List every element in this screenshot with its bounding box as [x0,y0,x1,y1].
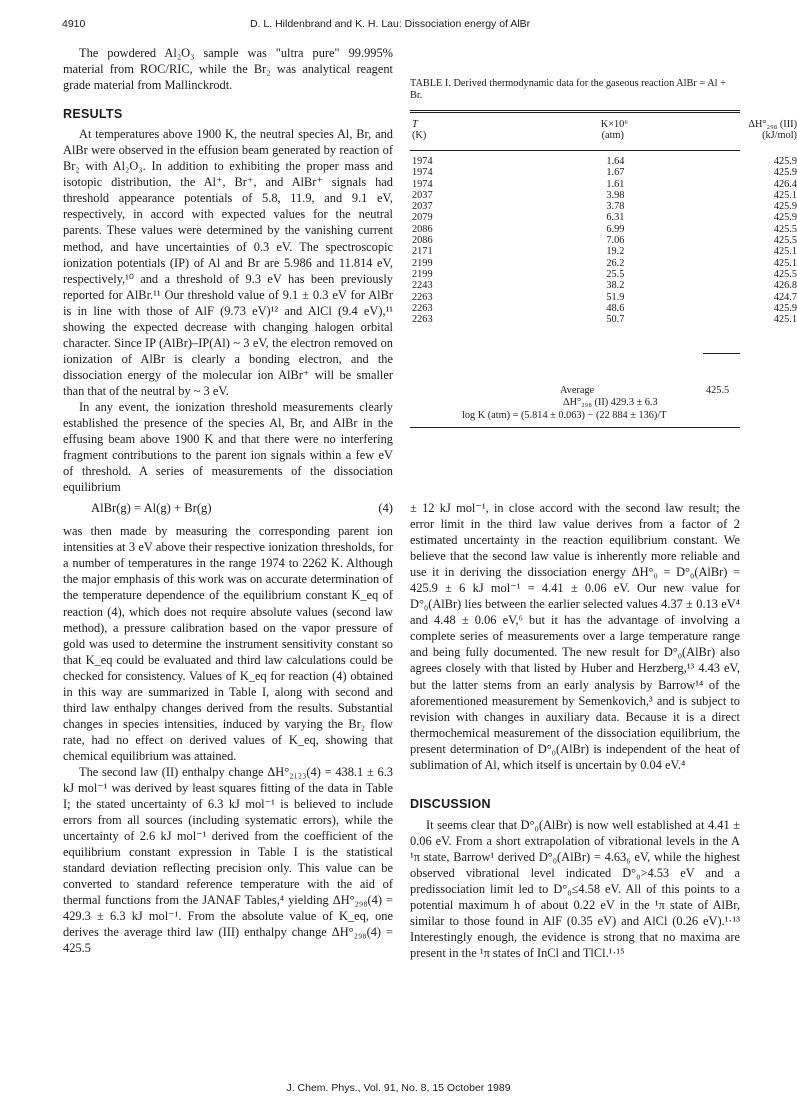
cell-enthalpy: 425.5 [773,235,797,247]
cell-enthalpy: 425.5 [773,268,797,280]
cell-enthalpy: 425.9 [773,201,797,213]
cell-enthalpy: 425.1 [773,257,797,269]
paragraph-discussion: It seems clear that D°₀(AlBr) is now well established at 4.41 ± 0.06 eV. From a short extrapolation of vibrational levels in the A ¹π state, Barrow¹ derived D°₀(AlBr) = 4.63₆ eV, while the highest observed vibrational level indicated D°₀>4.53 eV and a predissociation limit led to D°₀≤4.58 eV. All of this points to a potential maximum h of about 0.22 eV in the ¹π state of AlBr, similar to those found in AlF (0.35 eV) and AlCl (0.26 eV).¹·¹³ Interestingly enough, the evidence is strong that no maxima are present in the ¹π states of InCl and TlCl.¹·¹⁵ [410,817,740,961]
col-header-temperature: T [412,119,418,130]
equation-number: (4) [378,501,393,516]
col-header-k: K×10⁶ [600,119,628,130]
equation-text: AlBr(g) = Al(g) + Br(g) [91,501,212,516]
paragraph-results-threshold: In any event, the ionization threshold measurements clearly established the presence of the species Al, Br, and AlBr in the effusing beam above 1900 K and that there were no interfering fragment contributions to the parent ion signals within a few eV of threshold. A series of measurements of the dissociation equilibrium [63,399,393,495]
cell-temperature: 2037 [412,189,433,201]
journal-footer: J. Chem. Phys., Vol. 91, No. 8, 15 October 1989 [286,1082,511,1094]
table-body [410,156,797,325]
table-row [410,224,797,235]
paragraph-results-ionization: At temperatures above 1900 K, the neutral species Al, Br, and AlBr were observed in the effusion beam generated by reaction of Br₂ with Al₂O₃. In addition to exhibiting the proper mass and isotopic distribution, the Al⁺, Br⁺, and AlBr⁺ signals had threshold appearance potentials of 5.8, 11.9, and 9.1 eV, respectively, in accord with expected values for the neutral parents. These values were determined by the vanishing current method, and have uncertainties of 0.3 eV. The spectroscopic ionization potentials (IP) of Al and Br are 5.986 and 11.814 eV, respectively,¹⁰ and a threshold of 9.3 eV has been previously reported for AlBr.¹¹ Our threshold value of 9.1 ± 0.3 eV for AlBr is in line with those of AlF (9.73 eV)¹² and AlCl (9.4 eV),¹¹ showing the expected decrease with changing halogen orbital character. Since IP (AlBr)–IP(Al) ~ 3 eV, the electron removed on ionization of AlBr is clearly a bonding electron, and the dissociation energy of the molecular ion AlBr⁺ will be smaller than that of the neutral by ~ 3 eV. [63,127,393,398]
cell-enthalpy: 425.1 [773,246,797,258]
table-top-rule [410,110,740,111]
col-header-enthalpy: ΔH°₂₉₈ (III) [748,119,797,130]
table-row [410,179,797,190]
running-title: D. L. Hildenbrand and K. H. Lau: Dissociation energy of AlBr [250,18,531,30]
cell-k: 50.7 [606,314,625,326]
discussion-heading: DISCUSSION [410,796,491,811]
average-label: Average [560,385,595,396]
logk-expression: log K (atm) = (5.814 ± 0.063) − (22 884 ± 136)/T [462,410,667,421]
table-row [410,190,797,201]
table-row [410,212,797,223]
cell-k: 19.2 [606,246,625,258]
average-value: 425.5 [706,385,730,396]
cell-enthalpy: 425.5 [773,223,797,235]
cell-k: 1.61 [606,178,625,190]
cell-enthalpy: 425.9 [773,212,797,224]
col-unit-temperature: (K) [412,130,427,142]
cell-temperature: 2171 [412,246,433,258]
table-caption: TABLE I. Derived thermodynamic data for the gaseous reaction AlBr = Al + Br. [410,78,726,101]
cell-k: 7.06 [606,235,625,247]
cell-enthalpy: 425.1 [773,189,797,201]
left-column [63,45,393,957]
table-row [410,246,797,257]
table-header [410,119,797,142]
cell-temperature: 2263 [412,314,433,326]
cell-k: 1.67 [606,167,625,179]
cell-k: 26.2 [606,257,625,269]
paragraph-second-law: The second law (II) enthalpy change ΔH°₂₁₂₃(4) = 438.1 ± 6.3 kJ mol⁻¹ was derived by least squares fitting of the data in Table I; the stated uncertainty of 6.3 kJ mol⁻¹ is believed to include errors from all sources (including systematic errors), while the uncertainty of 2.6 kJ mol⁻¹ derived from the coefficient of the equilibrium constant expression in Table I is the statistical standard deviation reflecting precision only. This value can be converted to standard reference temperature with the aid of thermal functions from the JANAF Tables,⁴ yielding ΔH°₂₉₈(4) = 429.3 ± 6.3 kJ mol⁻¹. From the absolute value of K_eq, one derives the average third law (III) enthalpy change ΔH°₂₉₈(4) = 425.5 [63,764,393,956]
cell-k: 38.2 [606,280,625,292]
paragraph-results-equilibrium: was then made by measuring the corresponding parent ion intensities at 3 eV above their respective ionization thresholds, for a number of temperatures in the range 1974 to 2262 K. Although the major emphasis of this work was on accurate determination of the temperature dependence of the equilibrium constant K_eq of reaction (4), which does not require absolute values (second law method), a pressure calibration based on the vapor pressure of gold was used to determine the instrument sensitivity constant so that K_eq could be evaluated and third law calculations could be checked for consistency. Values of K_eq for reaction (4) obtained in this way are summarized in Table I, along with second and third law enthalpy changes derived from the results. Substantial changes in species intensities, induced by varying the Br₂ flow rate, had no effect on derived values of K_eq, showing that chemical equilibrium was attained. [63,524,393,763]
cell-k: 48.6 [606,302,625,314]
page-number: 4910 [62,18,86,30]
cell-temperature: 1974 [412,156,433,167]
equation-4 [63,499,393,517]
paragraph-third-law: ± 12 kJ mol⁻¹, in close accord with the second law result; the error limit in the third law value derives from a factor of 2 estimated uncertainty in the reaction equilibrium constant. We believe that the second law value is inherently more reliable and use it in deriving the dissociation energy ΔH°₀ = D°₀(AlBr) = 425.9 ± 6 kJ mol⁻¹ = 4.41 ± 0.06 eV. Our new value for D°₀(AlBr) lies between the earlier selected values 4.37 ± 0.13 eV⁴ and 4.48 ± 0.06 eV,⁶ but it has the advantage of involving a complete series of measurements over a large temperature range and being fully documented. The new result for D°₀(AlBr) also agrees closely with that listed by Huber and Herzberg,¹³ 4.43 eV, but the latter stems from an early analysis by Barrow¹⁴ of the aforementioned measurement by Semenkovich,³ and is subject to revision with changes in auxiliary data. Because it is a direct thermochemical measurement of the dissociation equilibrium, the present determination of D°₀(AlBr) is independent of the heat of sublimation of Al, which itself is uncertain by 0.04 eV.⁴ [410,501,740,772]
cell-k: 3.78 [606,201,625,213]
results-heading: RESULTS [63,107,123,122]
cell-k: 3.98 [606,189,625,201]
table-row [410,156,797,167]
table-row [410,280,797,291]
cell-enthalpy: 424.7 [773,291,797,303]
table-bottom-rule [410,427,740,428]
cell-enthalpy: 426.8 [773,280,797,292]
col-unit-enthalpy: (kJ/mol) [762,130,797,142]
table-row [410,292,797,303]
table-row [410,258,797,269]
cell-temperature: 2086 [412,235,433,247]
cell-temperature: 2263 [412,302,433,314]
table-row [410,314,797,325]
cell-k: 25.5 [606,268,625,280]
cell-enthalpy: 425.9 [773,167,797,179]
table-header-rule [410,150,740,151]
cell-enthalpy: 425.9 [773,156,797,167]
cell-enthalpy: 425.1 [773,314,797,326]
average-rule [703,353,740,354]
cell-temperature: 2037 [412,201,433,213]
cell-temperature: 2086 [412,223,433,235]
table-row [410,269,797,280]
table-top-rule-2 [410,112,740,113]
table-row [410,303,797,314]
table-row [410,167,797,178]
cell-temperature: 2263 [412,291,433,303]
cell-temperature: 1974 [412,167,433,179]
second-law-value: ΔH°₂₉₈ (II) 429.3 ± 6.3 [563,397,658,408]
cell-temperature: 2243 [412,280,433,292]
right-column [410,500,740,961]
cell-k: 1.64 [606,156,625,167]
cell-temperature: 2199 [412,268,433,280]
cell-k: 6.99 [606,223,625,235]
cell-temperature: 1974 [412,178,433,190]
cell-k: 51.9 [606,291,625,303]
col-unit-k: (atm) [601,130,624,142]
table-row [410,235,797,246]
cell-k: 6.31 [606,212,625,224]
cell-enthalpy: 425.9 [773,302,797,314]
paragraph-materials: The powdered Al₂O₃ sample was "ultra pure" 99.995% material from ROC/RIC, while the Br₂ was analytical reagent grade material from Mallinckrodt. [63,46,393,93]
cell-enthalpy: 426.4 [773,178,797,190]
cell-temperature: 2199 [412,257,433,269]
cell-temperature: 2079 [412,212,433,224]
table-row [410,201,797,212]
